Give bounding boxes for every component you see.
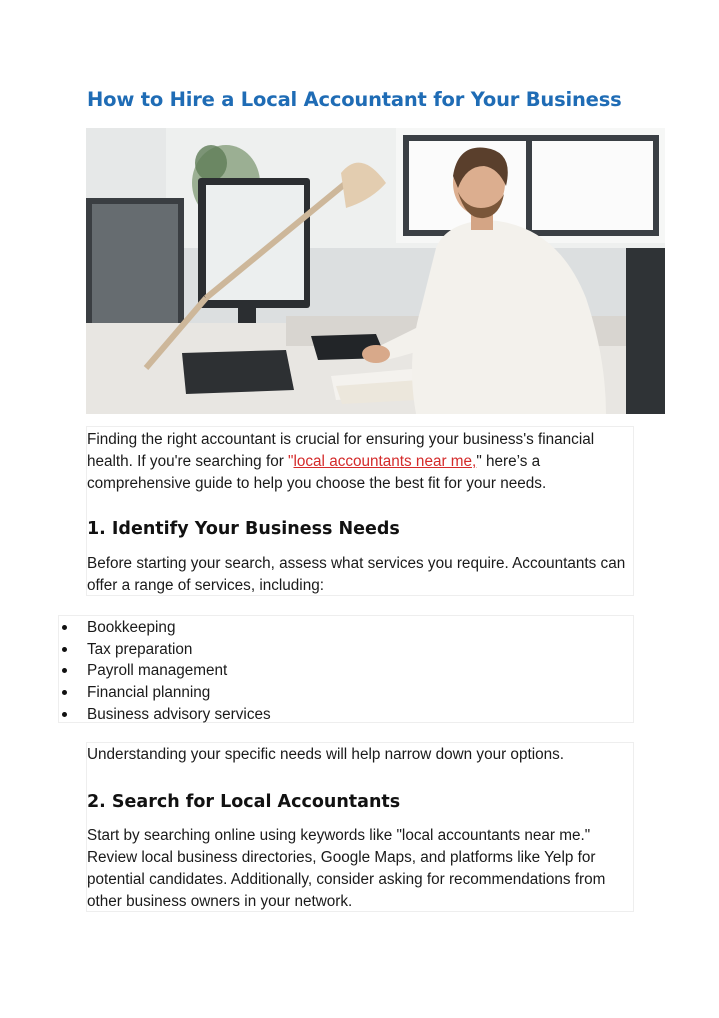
list-item: Tax preparation: [60, 639, 271, 661]
section1-paragraph: Before starting your search, assess what services you require. Accountants can offer a range of services, including:: [87, 555, 626, 594]
office-photo-illustration: [86, 128, 665, 414]
section2-paragraph: Start by searching online using keywords like "local accountants near me." Review local business directories, Google Maps, and platforms like Yelp for potential candidates. Additionally, consider asking for recommendations from other business owners in your network.: [87, 827, 606, 910]
intro-text-after-link: here’s a comprehensive guide to help you choose the best fit for your needs.: [87, 453, 547, 492]
bullet-icon: [62, 668, 67, 673]
services-list: [60, 617, 271, 725]
list-item: Payroll management: [60, 660, 271, 682]
list-item: Financial planning: [60, 682, 271, 704]
list-item: Bookkeeping: [60, 617, 271, 639]
hero-image: [86, 128, 665, 414]
section1-followup: Understanding your specific needs will help narrow down your options.: [87, 746, 565, 763]
section-heading-search: 2. Search for Local Accountants: [87, 792, 401, 812]
bullet-icon: [62, 690, 67, 695]
section-heading-identify-needs: 1. Identify Your Business Needs: [87, 519, 400, 539]
bullet-icon: [62, 647, 67, 652]
list-item: Business advisory services: [60, 704, 271, 726]
bullet-icon: [62, 625, 67, 630]
intro-text-before-link: Finding the right accountant is crucial for ensuring your business's financial health. If you're searching for: [87, 431, 595, 470]
intro-paragraph: Finding the right accountant is crucial for ensuring your business's financial health. If you're searching for "local accountants near me," here’s a comprehensive guide to help you choose the best fit for your needs.: [87, 431, 595, 492]
bullet-icon: [62, 712, 67, 717]
keyword-link[interactable]: "local accountants near me,: [288, 453, 477, 470]
keyword-link-text[interactable]: local accountants near me,: [293, 453, 477, 470]
article-title: How to Hire a Local Accountant for Your Business: [87, 88, 622, 111]
